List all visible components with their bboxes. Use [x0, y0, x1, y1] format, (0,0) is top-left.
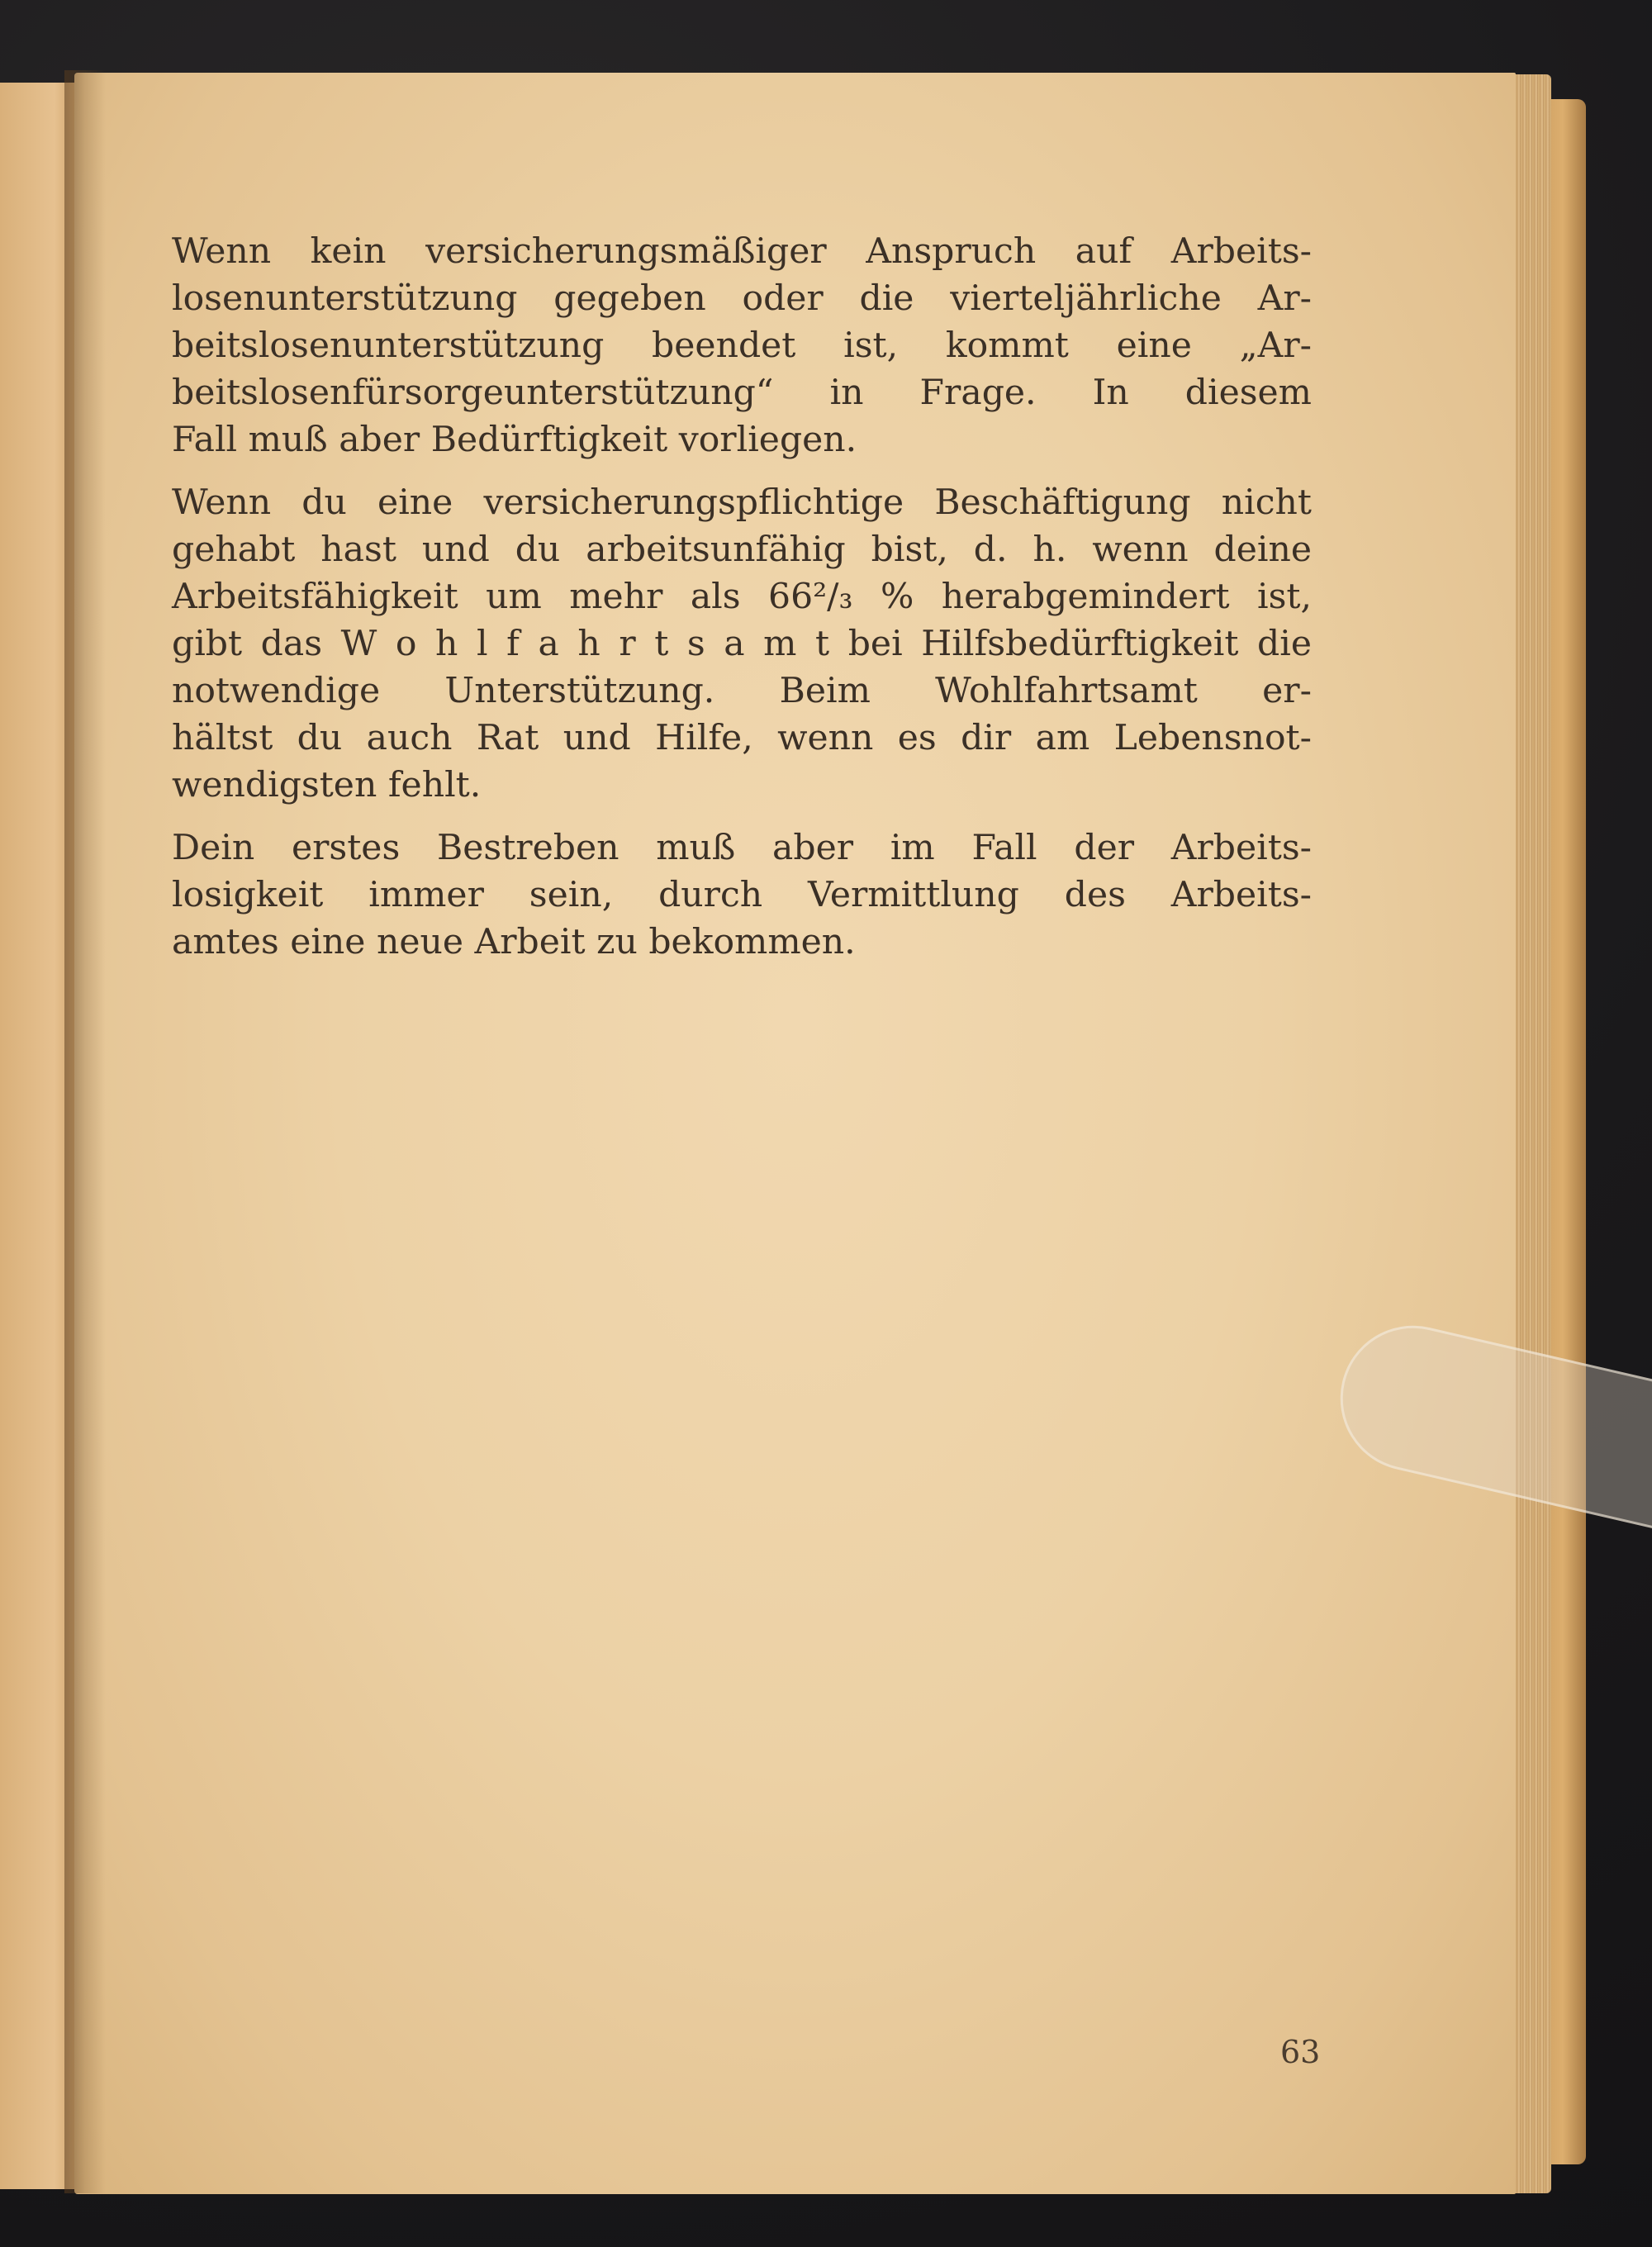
- text-line: wendigsten fehlt.: [172, 765, 482, 805]
- text-line: Wenn kein versicherungsmäßiger Anspruch auf Arbeits-: [172, 231, 1312, 272]
- paragraph-1: [172, 228, 1312, 463]
- text-line: gibt das W o h l f a h r t s a m t bei Hilfsbedürftigkeit die: [172, 624, 1312, 664]
- text-line: notwendige Unterstützung. Beim Wohlfahrtsamt er-: [172, 671, 1312, 711]
- text-line: amtes eine neue Arbeit zu bekommen.: [172, 922, 856, 962]
- text-line: losenunterstützung gegeben oder die vierteljährliche Ar-: [172, 278, 1312, 319]
- text-line: Fall muß aber Bedürftigkeit vorliegen.: [172, 420, 857, 460]
- text-line: gehabt hast und du arbeitsunfähig bist, d. h. wenn deine: [172, 530, 1312, 570]
- book-gutter-shadow: [64, 70, 106, 2193]
- text-line: beitslosenunterstützung beendet ist, kommt eine „Ar-: [172, 325, 1312, 366]
- text-line: beitslosenfürsorgeunterstützung“ in Frage. In diesem: [172, 373, 1312, 413]
- text-line: losigkeit immer sein, durch Vermittlung des Arbeits-: [172, 875, 1312, 915]
- page-number: 63: [1280, 2034, 1321, 2070]
- text-line: Dein erstes Bestreben muß aber im Fall der Arbeits-: [172, 828, 1312, 868]
- text-line: hältst du auch Rat und Hilfe, wenn es dir am Lebensnot-: [172, 718, 1312, 758]
- paragraph-2: [172, 479, 1312, 809]
- text-line: Arbeitsfähigkeit um mehr als 66²/₃ % herabgemindert ist,: [172, 577, 1312, 617]
- paragraph-3: [172, 824, 1312, 966]
- page-text: [172, 228, 1312, 981]
- text-line: Wenn du eine versicherungspflichtige Beschäftigung nicht: [172, 482, 1312, 523]
